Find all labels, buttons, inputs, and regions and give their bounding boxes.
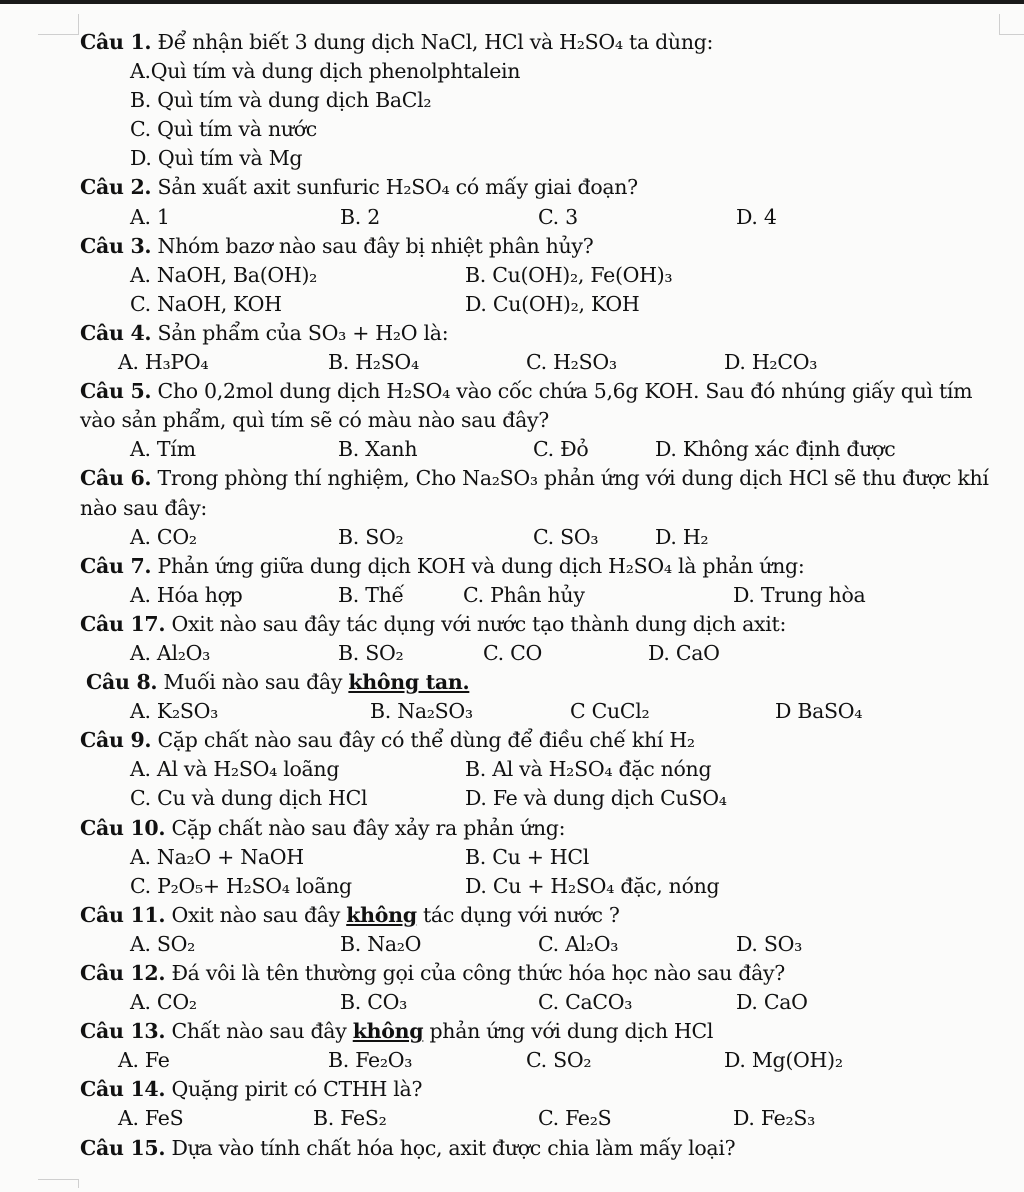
question-text: Cặp chất nào sau đây có thể dùng để điều chế khí H₂: [157, 728, 695, 753]
options-row: [130, 843, 1005, 872]
question-number: Câu 11.: [80, 902, 166, 927]
question-text: Oxit nào sau đây tác dụng với nước tạo thành dung dịch axit:: [171, 611, 787, 636]
options-row: [130, 581, 1005, 610]
option-c: C. Đỏ: [533, 437, 589, 462]
option-c: C. Cu và dung dịch HCl: [130, 786, 368, 811]
question-text: Để nhận biết 3 dung dịch NaCl, HCl và H₂SO₄ ta dùng:: [157, 30, 714, 54]
option-b: B. CO₃: [340, 990, 408, 1015]
options-row: [130, 784, 1005, 813]
question-10: [80, 814, 1005, 843]
options-row: [130, 930, 1005, 959]
crop-mark-bottom-left: [38, 1179, 79, 1188]
question-text-after: phản ứng với dung dịch HCl: [429, 1019, 714, 1044]
option-c: C. Fe₂S: [538, 1106, 612, 1131]
options-row: [130, 203, 1005, 232]
option-b: B. Quì tím và dung dịch BaCl₂: [130, 88, 432, 113]
option-a: A.Quì tím và dung dịch phenolphtalein: [130, 59, 521, 84]
options-row: [130, 261, 1005, 290]
question-12: [80, 959, 1005, 988]
option-b: B. Xanh: [338, 437, 418, 462]
options-row: [118, 1104, 1005, 1133]
question-number: Câu 7.: [80, 553, 152, 578]
question-text-after: tác dụng với nước ?: [422, 902, 620, 927]
options-row: [130, 988, 1005, 1017]
option-c: C. Quì tím và nước: [130, 117, 317, 142]
option-d: D. CaO: [736, 990, 808, 1015]
option-d: D. Không xác định được: [655, 437, 896, 462]
option-a: A. Fe: [118, 1048, 170, 1073]
option-d: D. Trung hòa: [733, 582, 866, 607]
options-row: [130, 872, 1005, 901]
question-number: Câu 2.: [80, 175, 152, 200]
question-5: [80, 377, 1005, 435]
question-number: Câu 1.: [80, 30, 152, 54]
question-number: Câu 8.: [86, 670, 158, 695]
question-number: Câu 15.: [80, 1135, 166, 1160]
option-b: B. Cu(OH)₂, Fe(OH)₃: [465, 262, 673, 287]
option-d: D. Cu(OH)₂, KOH: [465, 291, 640, 316]
option-a: A. NaOH, Ba(OH)₂: [130, 262, 318, 287]
option-d: D. CaO: [648, 640, 720, 665]
option-d: D. H₂: [655, 524, 709, 549]
option-d: D. Fe₂S₃: [733, 1106, 816, 1131]
option-b: B. FeS₂: [313, 1106, 387, 1131]
option-c: C. Al₂O₃: [538, 931, 619, 956]
options-row: [118, 348, 1005, 377]
option-a: A. Al và H₂SO₄ loãng: [130, 757, 340, 782]
options-row: [130, 697, 1005, 726]
question-text: Phản ứng giữa dung dịch KOH và dung dịch H₂SO₄ là phản ứng:: [157, 553, 805, 578]
option-b: B. Fe₂O₃: [328, 1048, 413, 1073]
option-a: A. 1: [130, 204, 170, 229]
question-number: Câu 12.: [80, 961, 166, 985]
question-emphasis: không: [352, 1019, 424, 1044]
question-number: Câu 13.: [80, 1019, 166, 1044]
question-17: [80, 610, 1005, 639]
option-a: A. K₂SO₃: [130, 699, 219, 724]
option-c: C CuCl₂: [570, 699, 650, 724]
options-row: [130, 755, 1005, 784]
question-number: Câu 9.: [80, 728, 152, 753]
option-c: C. SO₃: [533, 524, 599, 549]
option-d: D. H₂CO₃: [724, 350, 818, 375]
question-text: Quặng pirit có CTHH là?: [171, 1077, 423, 1102]
options-row: [130, 435, 1005, 464]
options-row: [118, 1046, 1005, 1075]
crop-mark-top-left: [38, 14, 79, 35]
option-b: B. Cu + HCl: [465, 844, 590, 869]
option-d: D BaSO₄: [775, 699, 863, 724]
option-d: D. SO₃: [736, 931, 803, 956]
option-a: A. Hóa hợp: [130, 582, 243, 607]
option-d: D. Fe và dung dịch CuSO₄: [465, 786, 727, 811]
question-text: Sản phẩm của SO₃ + H₂O là:: [157, 320, 449, 345]
option-a: A. CO₂: [130, 990, 197, 1015]
options-row: [130, 523, 1005, 552]
option-b: B. Na₂O: [340, 931, 422, 956]
option-b: B. H₂SO₄: [328, 350, 419, 375]
question-2: [80, 173, 1005, 202]
option-c: C. CaCO₃: [538, 990, 633, 1015]
question-text: Cho 0,2mol dung dịch H₂SO₄ vào cốc chứa 5,6g KOH. Sau đó nhúng giấy quì tím vào sản phẩm, quì tím sẽ có màu nào sau đây?: [80, 379, 973, 433]
question-number: Câu 3.: [80, 233, 152, 258]
option-c: C. Phân hủy: [463, 582, 585, 607]
option-d: D. Mg(OH)₂: [724, 1048, 843, 1073]
option-c: C. H₂SO₃: [526, 350, 617, 375]
question-6: [80, 464, 1005, 522]
question-text: Chất nào sau đây: [171, 1019, 347, 1044]
question-text: Sản xuất axit sunfuric H₂SO₄ có mấy giai đoạn?: [157, 175, 638, 200]
options-row: [130, 290, 1005, 319]
option-b: B. Al và H₂SO₄ đặc nóng: [465, 757, 712, 782]
question-text: Dựa vào tính chất hóa học, axit được chia làm mấy loại?: [171, 1135, 736, 1160]
question-emphasis: không tan.: [348, 670, 470, 695]
question-number: Câu 14.: [80, 1077, 166, 1102]
option-c: C. SO₂: [526, 1048, 592, 1073]
option-a: A. CO₂: [130, 524, 197, 549]
document-page: [0, 4, 1024, 1192]
question-8: [86, 668, 1005, 697]
question-7: [80, 552, 1005, 581]
question-text: Muối nào sau đây: [163, 670, 343, 695]
option-c: C. CO: [483, 640, 542, 665]
question-text: Oxit nào sau đây: [171, 902, 340, 927]
question-4: [80, 319, 1005, 348]
question-1: [80, 28, 1005, 57]
question-3: [80, 232, 1005, 261]
question-emphasis: không: [346, 902, 417, 927]
option-b: B. Thế: [338, 582, 404, 607]
option-d: D. 4: [736, 204, 777, 229]
question-number: Câu 6.: [80, 466, 152, 491]
option-a: A. Na₂O + NaOH: [130, 844, 304, 869]
question-list: [80, 28, 1005, 1163]
option-c: C. P₂O₅+ H₂SO₄ loãng: [130, 873, 352, 898]
option-d: D. Quì tím và Mg: [130, 146, 303, 171]
question-number: Câu 4.: [80, 320, 152, 345]
option-b: B. Na₂SO₃: [370, 699, 473, 724]
question-14: [80, 1075, 1005, 1104]
question-text: Cặp chất nào sau đây xảy ra phản ứng:: [171, 815, 566, 840]
option-a: A. H₃PO₄: [118, 350, 209, 375]
option-a: A. SO₂: [130, 931, 196, 956]
options-row: [130, 639, 1005, 668]
question-text: Nhóm bazơ nào sau đây bị nhiệt phân hủy?: [157, 233, 594, 258]
option-d: D. Cu + H₂SO₄ đặc, nóng: [465, 873, 720, 898]
option-b: B. 2: [340, 204, 380, 229]
option-c: C. NaOH, KOH: [130, 291, 282, 316]
option-c: C. 3: [538, 204, 578, 229]
option-a: A. FeS: [118, 1106, 184, 1131]
question-11: [80, 901, 1005, 930]
option-b: B. SO₂: [338, 524, 404, 549]
option-a: A. Tím: [130, 437, 196, 462]
option-a: A. Al₂O₃: [130, 640, 211, 665]
question-13: [80, 1017, 1005, 1046]
question-9: [80, 726, 1005, 755]
option-b: B. SO₂: [338, 640, 404, 665]
question-text: Đá vôi là tên thường gọi của công thức hóa học nào sau đây?: [171, 961, 785, 985]
question-15: [80, 1134, 1005, 1163]
question-number: Câu 17.: [80, 611, 166, 636]
question-number: Câu 10.: [80, 815, 166, 840]
question-text: Trong phòng thí nghiệm, Cho Na₂SO₃ phản ứng với dung dịch HCl sẽ thu được khí nào sau đây:: [80, 466, 989, 520]
question-number: Câu 5.: [80, 379, 152, 404]
